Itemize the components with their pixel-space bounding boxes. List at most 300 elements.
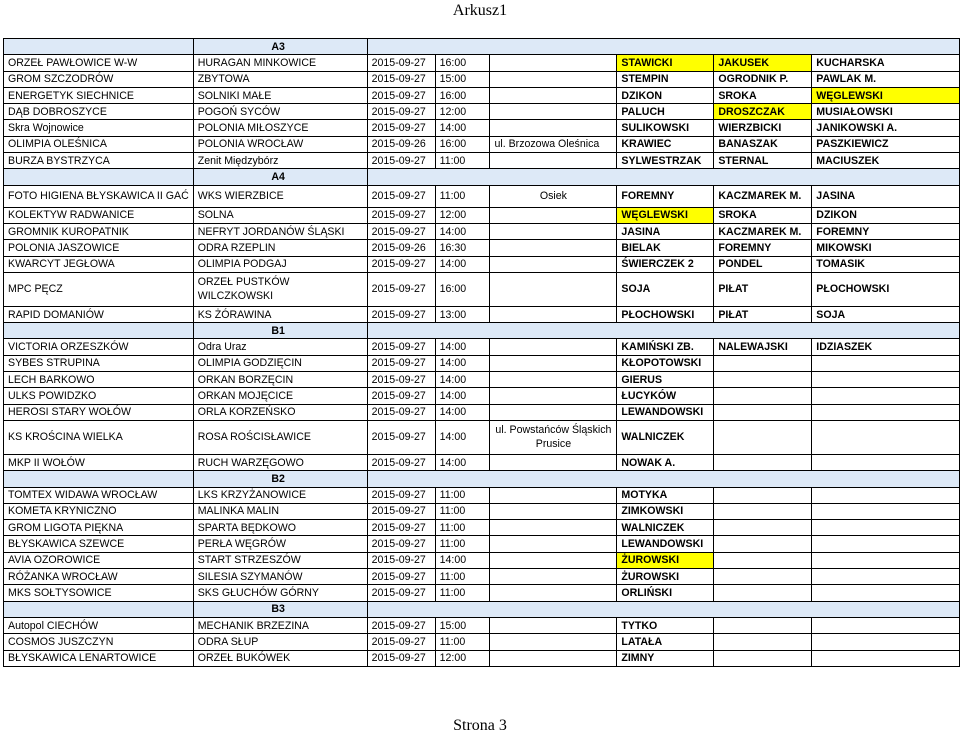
match-row — [4, 503, 960, 519]
date-cell: 2015-09-27 — [367, 420, 435, 454]
home-team-cell: GROMNIK KUROPATNIK — [4, 223, 194, 239]
match-row — [4, 617, 960, 633]
section-header-fill — [367, 39, 959, 55]
venue-cell — [490, 223, 617, 239]
match-row — [4, 552, 960, 568]
home-team-cell: ENERGETYK SIECHNICE — [4, 87, 194, 103]
assistant-1-cell: DROSZCZAK — [714, 104, 812, 120]
venue-cell — [490, 503, 617, 519]
assistant-2-cell — [812, 536, 960, 552]
time-cell: 11:00 — [435, 585, 490, 601]
time-cell: 12:00 — [435, 104, 490, 120]
date-cell: 2015-09-27 — [367, 650, 435, 666]
match-row — [4, 487, 960, 503]
venue-cell: ul. Brzozowa Oleśnica — [490, 136, 617, 152]
away-team-cell: Odra Uraz — [193, 339, 367, 355]
time-cell: 11:00 — [435, 520, 490, 536]
home-team-cell: SYBES STRUPINA — [4, 355, 194, 371]
assistant-2-cell: FOREMNY — [812, 223, 960, 239]
venue-cell — [490, 617, 617, 633]
assistant-1-cell: PIŁAT — [714, 306, 812, 322]
match-row — [4, 388, 960, 404]
away-team-cell: ZBYTOWA — [193, 71, 367, 87]
assistant-2-cell: SOJA — [812, 306, 960, 322]
match-row — [4, 372, 960, 388]
date-cell: 2015-09-27 — [367, 339, 435, 355]
match-row — [4, 634, 960, 650]
match-row — [4, 569, 960, 585]
section-header-spacer — [4, 39, 194, 55]
assistant-1-cell: FOREMNY — [714, 240, 812, 256]
assistant-1-cell — [714, 454, 812, 470]
time-cell: 14:00 — [435, 223, 490, 239]
referee-cell: JASINA — [617, 223, 714, 239]
referee-cell: ŻUROWSKI — [617, 552, 714, 568]
time-cell: 16:00 — [435, 272, 490, 306]
home-team-cell: COSMOS JUSZCZYN — [4, 634, 194, 650]
venue-cell — [490, 404, 617, 420]
venue-cell: Osiek — [490, 185, 617, 207]
home-team-cell: KOMETA KRYNICZNO — [4, 503, 194, 519]
date-cell: 2015-09-27 — [367, 454, 435, 470]
time-cell: 11:00 — [435, 536, 490, 552]
assistant-1-cell: JAKUSEK — [714, 55, 812, 71]
match-row — [4, 87, 960, 103]
date-cell: 2015-09-27 — [367, 306, 435, 322]
away-team-cell: SKS GŁUCHÓW GÓRNY — [193, 585, 367, 601]
page-title: Arkusz1 — [452, 2, 508, 19]
away-team-cell: PERŁA WĘGRÓW — [193, 536, 367, 552]
referee-cell: LEWANDOWSKI — [617, 536, 714, 552]
home-team-cell: KOLEKTYW RADWANICE — [4, 207, 194, 223]
date-cell: 2015-09-27 — [367, 256, 435, 272]
home-team-cell: RAPID DOMANIÓW — [4, 306, 194, 322]
match-row — [4, 420, 960, 454]
assistant-1-cell — [714, 420, 812, 454]
away-team-cell: ORZEŁ BUKÓWEK — [193, 650, 367, 666]
venue-cell — [490, 153, 617, 169]
assistant-2-cell: JASINA — [812, 185, 960, 207]
venue-cell — [490, 256, 617, 272]
date-cell: 2015-09-27 — [367, 153, 435, 169]
home-team-cell: MKP II WOŁÓW — [4, 454, 194, 470]
venue-cell — [490, 339, 617, 355]
assistant-1-cell: KACZMAREK M. — [714, 185, 812, 207]
assistant-1-cell — [714, 552, 812, 568]
assistant-2-cell — [812, 372, 960, 388]
away-team-cell: WKS WIERZBICE — [193, 185, 367, 207]
assistant-2-cell: MACIUSZEK — [812, 153, 960, 169]
home-team-cell: DĄB DOBROSZYCE — [4, 104, 194, 120]
date-cell: 2015-09-27 — [367, 55, 435, 71]
time-cell: 14:00 — [435, 120, 490, 136]
assistant-1-cell — [714, 520, 812, 536]
match-row — [4, 256, 960, 272]
referee-cell: DZIKON — [617, 87, 714, 103]
assistant-1-cell: BANASZAK — [714, 136, 812, 152]
date-cell: 2015-09-26 — [367, 240, 435, 256]
away-team-cell: NEFRYT JORDANÓW ŚLĄSKI — [193, 223, 367, 239]
referee-cell: LATAŁA — [617, 634, 714, 650]
assistant-1-cell: STERNAL — [714, 153, 812, 169]
assistant-2-cell — [812, 420, 960, 454]
referee-cell: LEWANDOWSKI — [617, 404, 714, 420]
match-row — [4, 355, 960, 371]
home-team-cell: BŁYSKAWICA SZEWCE — [4, 536, 194, 552]
date-cell: 2015-09-27 — [367, 552, 435, 568]
time-cell: 11:00 — [435, 634, 490, 650]
home-team-cell: BŁYSKAWICA LENARTOWICE — [4, 650, 194, 666]
home-team-cell: MPC PĘCZ — [4, 272, 194, 306]
referee-cell: NOWAK A. — [617, 454, 714, 470]
date-cell: 2015-09-26 — [367, 136, 435, 152]
time-cell: 14:00 — [435, 256, 490, 272]
home-team-cell: RÓŻANKA WROCŁAW — [4, 569, 194, 585]
home-team-cell: ORZEŁ PAWŁOWICE W-W — [4, 55, 194, 71]
assistant-2-cell: MIKOWSKI — [812, 240, 960, 256]
home-team-cell: VICTORIA ORZESZKÓW — [4, 339, 194, 355]
referee-cell: ŁUCYKÓW — [617, 388, 714, 404]
assistant-1-cell — [714, 617, 812, 633]
referee-cell: ŻUROWSKI — [617, 569, 714, 585]
time-cell: 16:00 — [435, 136, 490, 152]
away-team-cell: SPARTA BĘDKOWO — [193, 520, 367, 536]
spreadsheet-table — [3, 38, 960, 667]
match-row — [4, 223, 960, 239]
away-team-cell: OLIMPIA PODGAJ — [193, 256, 367, 272]
time-cell: 12:00 — [435, 650, 490, 666]
date-cell: 2015-09-27 — [367, 388, 435, 404]
assistant-1-cell — [714, 536, 812, 552]
match-row — [4, 71, 960, 87]
match-row — [4, 185, 960, 207]
away-team-cell: OLIMPIA GODZIĘCIN — [193, 355, 367, 371]
time-cell: 14:00 — [435, 552, 490, 568]
match-row — [4, 55, 960, 71]
assistant-2-cell: IDZIASZEK — [812, 339, 960, 355]
away-team-cell: ODRA SŁUP — [193, 634, 367, 650]
date-cell: 2015-09-27 — [367, 487, 435, 503]
match-row — [4, 104, 960, 120]
time-cell: 11:00 — [435, 153, 490, 169]
date-cell: 2015-09-27 — [367, 585, 435, 601]
date-cell: 2015-09-27 — [367, 185, 435, 207]
home-team-cell: GROM SZCZODRÓW — [4, 71, 194, 87]
match-row — [4, 536, 960, 552]
section-header-label: A4 — [193, 169, 367, 185]
assistant-1-cell — [714, 404, 812, 420]
match-row — [4, 207, 960, 223]
assistant-2-cell — [812, 503, 960, 519]
assistant-2-cell: MUSIAŁOWSKI — [812, 104, 960, 120]
time-cell: 15:00 — [435, 71, 490, 87]
home-team-cell: OLIMPIA OLEŚNICA — [4, 136, 194, 152]
section-header-fill — [367, 471, 959, 487]
match-row — [4, 585, 960, 601]
section-header-fill — [367, 601, 959, 617]
assistant-2-cell — [812, 404, 960, 420]
assistant-2-cell: TOMASIK — [812, 256, 960, 272]
assistant-1-cell — [714, 569, 812, 585]
away-team-cell: ORZEŁ PUSTKÓW WILCZKOWSKI — [193, 272, 367, 306]
home-team-cell: LECH BARKOWO — [4, 372, 194, 388]
date-cell: 2015-09-27 — [367, 634, 435, 650]
match-row — [4, 153, 960, 169]
away-team-cell: ODRA RZEPLIN — [193, 240, 367, 256]
time-cell: 13:00 — [435, 306, 490, 322]
referee-cell: SULIKOWSKI — [617, 120, 714, 136]
assistant-1-cell — [714, 650, 812, 666]
date-cell: 2015-09-27 — [367, 104, 435, 120]
referee-cell: KAMIŃSKI ZB. — [617, 339, 714, 355]
assistant-1-cell: PIŁAT — [714, 272, 812, 306]
home-team-cell: KS KROŚCINA WIELKA — [4, 420, 194, 454]
away-team-cell: LKS KRZYŻANOWICE — [193, 487, 367, 503]
venue-cell — [490, 634, 617, 650]
section-header-row — [4, 39, 960, 55]
referee-cell: MOTYKA — [617, 487, 714, 503]
home-team-cell: AVIA OZOROWICE — [4, 552, 194, 568]
home-team-cell: GROM LIGOTA PIĘKNA — [4, 520, 194, 536]
away-team-cell: SILESIA SZYMANÓW — [193, 569, 367, 585]
home-team-cell: MKS SOŁTYSOWICE — [4, 585, 194, 601]
away-team-cell: ROSA ROŚCISŁAWICE — [193, 420, 367, 454]
time-cell: 14:00 — [435, 388, 490, 404]
match-row — [4, 404, 960, 420]
section-header-label: B3 — [193, 601, 367, 617]
date-cell: 2015-09-27 — [367, 207, 435, 223]
referee-cell: KŁOPOTOWSKI — [617, 355, 714, 371]
assistant-1-cell — [714, 388, 812, 404]
assistant-2-cell — [812, 569, 960, 585]
home-team-cell: ULKS POWIDZKO — [4, 388, 194, 404]
date-cell: 2015-09-27 — [367, 372, 435, 388]
section-header-spacer — [4, 169, 194, 185]
time-cell: 14:00 — [435, 355, 490, 371]
venue-cell — [490, 487, 617, 503]
time-cell: 14:00 — [435, 339, 490, 355]
assistant-2-cell: KUCHARSKA — [812, 55, 960, 71]
venue-cell — [490, 272, 617, 306]
away-team-cell: ORKAN MOJĘCICE — [193, 388, 367, 404]
referee-cell: WALNICZEK — [617, 520, 714, 536]
assistant-1-cell — [714, 372, 812, 388]
time-cell: 16:00 — [435, 87, 490, 103]
assistant-2-cell — [812, 454, 960, 470]
venue-cell — [490, 585, 617, 601]
section-header-spacer — [4, 323, 194, 339]
match-row — [4, 240, 960, 256]
section-header-spacer — [4, 601, 194, 617]
date-cell: 2015-09-27 — [367, 71, 435, 87]
match-row — [4, 306, 960, 322]
assistant-2-cell — [812, 487, 960, 503]
venue-cell — [490, 55, 617, 71]
venue-cell — [490, 650, 617, 666]
assistant-1-cell — [714, 355, 812, 371]
away-team-cell: POLONIA WROCŁAW — [193, 136, 367, 152]
referee-cell: FOREMNY — [617, 185, 714, 207]
referee-cell: GIERUS — [617, 372, 714, 388]
referee-cell: BIELAK — [617, 240, 714, 256]
section-header-spacer — [4, 471, 194, 487]
section-header-fill — [367, 169, 959, 185]
time-cell: 15:00 — [435, 617, 490, 633]
time-cell: 14:00 — [435, 404, 490, 420]
venue-cell — [490, 372, 617, 388]
time-cell: 11:00 — [435, 569, 490, 585]
venue-cell — [490, 71, 617, 87]
date-cell: 2015-09-27 — [367, 569, 435, 585]
venue-cell — [490, 306, 617, 322]
away-team-cell: ORLA KORZEŃSKO — [193, 404, 367, 420]
assistant-1-cell: WIERZBICKI — [714, 120, 812, 136]
venue-cell: ul. Powstańców Śląskich Prusice — [490, 420, 617, 454]
home-team-cell: HEROSI STARY WOŁÓW — [4, 404, 194, 420]
referee-cell: PŁOCHOWSKI — [617, 306, 714, 322]
time-cell: 16:00 — [435, 55, 490, 71]
referee-cell: ZIMKOWSKI — [617, 503, 714, 519]
time-cell: 12:00 — [435, 207, 490, 223]
assistant-1-cell: SROKA — [714, 207, 812, 223]
assistant-1-cell: KACZMAREK M. — [714, 223, 812, 239]
match-row — [4, 520, 960, 536]
home-team-cell: KWARCYT JEGŁOWA — [4, 256, 194, 272]
away-team-cell: ORKAN BORZĘCIN — [193, 372, 367, 388]
assistant-1-cell: PONDEL — [714, 256, 812, 272]
away-team-cell: START STRZESZÓW — [193, 552, 367, 568]
venue-cell — [490, 454, 617, 470]
assistant-2-cell: PASZKIEWICZ — [812, 136, 960, 152]
assistant-1-cell — [714, 503, 812, 519]
date-cell: 2015-09-27 — [367, 272, 435, 306]
assistant-2-cell: JANIKOWSKI A. — [812, 120, 960, 136]
away-team-cell: KS ŻÓRAWINA — [193, 306, 367, 322]
assistant-1-cell — [714, 585, 812, 601]
venue-cell — [490, 569, 617, 585]
assistant-1-cell — [714, 634, 812, 650]
home-team-cell: Autopol CIECHÓW — [4, 617, 194, 633]
venue-cell — [490, 240, 617, 256]
assistant-2-cell — [812, 617, 960, 633]
venue-cell — [490, 355, 617, 371]
assistant-2-cell — [812, 634, 960, 650]
away-team-cell: SOLNA — [193, 207, 367, 223]
assistant-2-cell: PAWLAK M. — [812, 71, 960, 87]
assistant-2-cell: DZIKON — [812, 207, 960, 223]
referee-cell: PALUCH — [617, 104, 714, 120]
date-cell: 2015-09-27 — [367, 520, 435, 536]
time-cell: 16:30 — [435, 240, 490, 256]
section-header-label: B2 — [193, 471, 367, 487]
time-cell: 11:00 — [435, 185, 490, 207]
venue-cell — [490, 120, 617, 136]
assistant-2-cell — [812, 355, 960, 371]
venue-cell — [490, 87, 617, 103]
away-team-cell: MALINKA MALIN — [193, 503, 367, 519]
assistant-2-cell — [812, 552, 960, 568]
assistant-2-cell — [812, 388, 960, 404]
referee-cell: ZIMNY — [617, 650, 714, 666]
venue-cell — [490, 207, 617, 223]
date-cell: 2015-09-27 — [367, 536, 435, 552]
time-cell: 14:00 — [435, 372, 490, 388]
venue-cell — [490, 104, 617, 120]
away-team-cell: MECHANIK BRZEZINA — [193, 617, 367, 633]
assistant-1-cell: SROKA — [714, 87, 812, 103]
referee-cell: SOJA — [617, 272, 714, 306]
page-footer: Strona 3 — [453, 717, 507, 734]
venue-cell — [490, 552, 617, 568]
assistant-2-cell — [812, 585, 960, 601]
away-team-cell: POGOŃ SYCÓW — [193, 104, 367, 120]
home-team-cell: BURZA BYSTRZYCA — [4, 153, 194, 169]
match-row — [4, 454, 960, 470]
time-cell: 14:00 — [435, 454, 490, 470]
date-cell: 2015-09-27 — [367, 120, 435, 136]
away-team-cell: RUCH WARZĘGOWO — [193, 454, 367, 470]
assistant-2-cell: WĘGLEWSKI — [812, 87, 960, 103]
section-header-row — [4, 471, 960, 487]
referee-cell: STAWICKI — [617, 55, 714, 71]
match-row — [4, 136, 960, 152]
time-cell: 11:00 — [435, 487, 490, 503]
section-header-label: B1 — [193, 323, 367, 339]
referee-cell: ORLIŃSKI — [617, 585, 714, 601]
assistant-1-cell: NALEWAJSKI — [714, 339, 812, 355]
time-cell: 11:00 — [435, 503, 490, 519]
section-header-row — [4, 323, 960, 339]
assistant-2-cell: PŁOCHOWSKI — [812, 272, 960, 306]
away-team-cell: HURAGAN MINKOWICE — [193, 55, 367, 71]
referee-cell: KRAWIEC — [617, 136, 714, 152]
assistant-1-cell — [714, 487, 812, 503]
home-team-cell: POLONIA JASZOWICE — [4, 240, 194, 256]
assistant-2-cell — [812, 520, 960, 536]
away-team-cell: SOLNIKI MAŁE — [193, 87, 367, 103]
match-row — [4, 120, 960, 136]
time-cell: 14:00 — [435, 420, 490, 454]
section-header-fill — [367, 323, 959, 339]
home-team-cell: Skra Wojnowice — [4, 120, 194, 136]
away-team-cell: POLONIA MIŁOSZYCE — [193, 120, 367, 136]
home-team-cell: TOMTEX WIDAWA WROCŁAW — [4, 487, 194, 503]
away-team-cell: Zenit Międzybórz — [193, 153, 367, 169]
referee-cell: SYLWESTRZAK — [617, 153, 714, 169]
match-row — [4, 650, 960, 666]
referee-cell: TYTKO — [617, 617, 714, 633]
date-cell: 2015-09-27 — [367, 87, 435, 103]
date-cell: 2015-09-27 — [367, 355, 435, 371]
venue-cell — [490, 520, 617, 536]
referee-cell: WĘGLEWSKI — [617, 207, 714, 223]
assistant-2-cell — [812, 650, 960, 666]
match-row — [4, 272, 960, 306]
section-header-row — [4, 601, 960, 617]
date-cell: 2015-09-27 — [367, 503, 435, 519]
date-cell: 2015-09-27 — [367, 617, 435, 633]
date-cell: 2015-09-27 — [367, 223, 435, 239]
date-cell: 2015-09-27 — [367, 404, 435, 420]
match-row — [4, 339, 960, 355]
referee-cell: WALNICZEK — [617, 420, 714, 454]
venue-cell — [490, 536, 617, 552]
section-header-label: A3 — [193, 39, 367, 55]
home-team-cell: FOTO HIGIENA BŁYSKAWICA II GAĆ — [4, 185, 194, 207]
referee-cell: STEMPIN — [617, 71, 714, 87]
assistant-1-cell: OGRODNIK P. — [714, 71, 812, 87]
venue-cell — [490, 388, 617, 404]
